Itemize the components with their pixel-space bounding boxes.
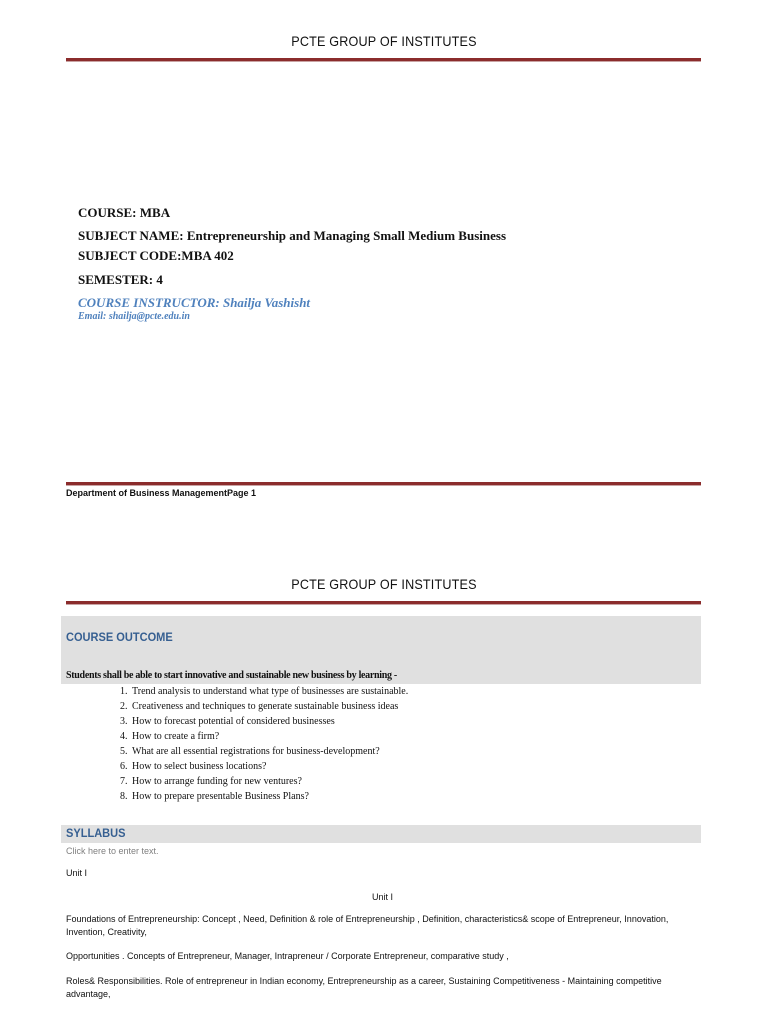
course-line: COURSE: MBA <box>78 205 171 220</box>
subject-code-line: SUBJECT CODE:MBA 402 <box>78 248 234 263</box>
syllabus-paragraph-1: Foundations of Entrepreneurship: Concept , Need, Definition & role of Entrepreneurship , Definition, characteristics& scope of Entrepreneur, Innovation, Invention, Creativity, <box>66 914 669 937</box>
unit-label-center: Unit I <box>372 892 394 902</box>
page2-header-rule <box>66 601 701 605</box>
page1-footer: Department of Business ManagementPage 1 <box>66 488 257 498</box>
unit-label-left: Unit I <box>66 868 88 878</box>
outcome-item: 4. How to create a firm? <box>130 729 408 744</box>
course-instructor-line: COURSE INSTRUCTOR: Shailja Vashisht <box>78 295 311 310</box>
page1-footer-rule <box>66 482 701 486</box>
outcome-item: 2. Creativeness and techniques to generate sustainable business ideas <box>130 699 408 714</box>
page1-header-title: PCTE GROUP OF INSTITUTES <box>291 33 477 49</box>
outcome-item: 6. How to select business locations? <box>130 759 408 774</box>
syllabus-heading: SYLLABUS <box>66 826 126 840</box>
semester-line: SEMESTER: 4 <box>78 272 163 287</box>
syllabus-paragraph-2: Opportunities . Concepts of Entrepreneur, Manager, Intrapreneur / Corporate Entrepreneur, comparative study , <box>66 951 509 961</box>
course-outcome-heading: COURSE OUTCOME <box>66 630 173 644</box>
page1-header-rule <box>66 58 701 62</box>
outcomes-list <box>108 684 408 804</box>
outcome-item: 5. What are all essential registrations for business-development? <box>130 744 408 759</box>
text-placeholder[interactable]: Click here to enter text. <box>66 846 159 856</box>
syllabus-paragraph-3: Roles& Responsibilities. Role of entrepreneur in Indian economy, Entrepreneurship as a career, Sustaining Competitiveness - Maintaining competitive advantage, <box>66 976 662 999</box>
instructor-email[interactable]: Email: shailja@pcte.edu.in <box>78 311 190 322</box>
outcome-item: 1. Trend analysis to understand what type of businesses are sustainable. <box>130 684 408 699</box>
outcome-item: 8. How to prepare presentable Business Plans? <box>130 789 408 804</box>
students-line: Students shall be able to start innovative and sustainable new business by learning - <box>66 670 397 681</box>
subject-name-line: SUBJECT NAME: Entrepreneurship and Managing Small Medium Business <box>78 228 506 243</box>
syllabus-band <box>61 825 701 843</box>
outcome-item: 7. How to arrange funding for new ventures? <box>130 774 408 789</box>
page2-header-title: PCTE GROUP OF INSTITUTES <box>291 576 477 592</box>
outcome-item: 3. How to forecast potential of considered businesses <box>130 714 408 729</box>
